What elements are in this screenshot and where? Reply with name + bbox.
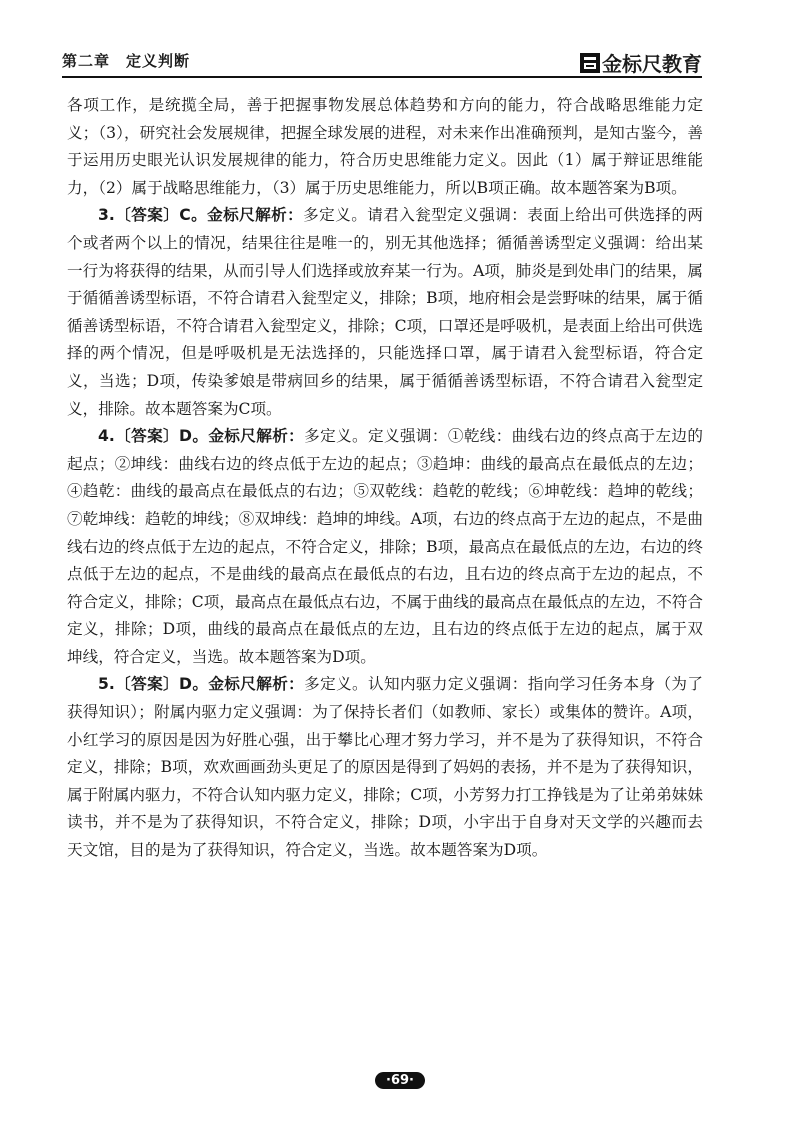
answer-explanation: 多定义。认知内驱力定义强调：指向学习任务本身（为了获得知识）；附属内驱力定义强调：为了保持长者们（如教师、家长）或集体的赞许。A项，小红学习的原因是因为好胜心强，出于攀比心理才努力学习，并不是为了获得知识，不符合定义，排除；B项，欢欢画画劲头更足了的原因是得到了妈妈的表扬，并不是为了获得知识，属于附属内驱力，不符合认知内驱力定义，排除；C项，小芳努力打工挣钱是为了让弟弟妹妹读书，并不是为了获得知识，不符合定义，排除；D项，小宇出于自身对天文学的兴趣而去天文馆，目的是为了获得知识，符合定义，当选。故本题答案为D项。: [67, 675, 703, 860]
answer-item: [67, 202, 703, 423]
answer-explanation: 多定义。请君入瓮型定义强调：表面上给出可供选择的两个或者两个以上的情况，结果往往是唯一的，别无其他选择；循循善诱型定义强调：给出某一行为将获得的结果，从而引导人们选择或放弃某一行为。A项，肺炎是到处串门的结果，属于循循善诱型标语，不符合请君入瓮型定义，排除；B项，地府相会是尝野味的结果，属于循循善诱型标语，不符合请君入瓮型定义，排除；C项，口罩还是呼吸机，是表面上给出可供选择的两个情况，但是呼吸机是无法选择的，只能选择口罩，属于请君入瓮型标语，符合定义，当选；D项，传染爹娘是带病回乡的结果，属于循循善诱型标语，不符合请君入瓮型定义，排除。故本题答案为C项。: [67, 206, 703, 418]
answer-item: [67, 671, 703, 864]
brand-logo-icon: [580, 53, 600, 73]
header-divider: [62, 76, 702, 78]
answer-item: [67, 423, 703, 671]
answer-lead: 5.〔答案〕D。金标尺解析：: [98, 675, 305, 694]
page-footer: [0, 1072, 800, 1089]
page-body: [67, 92, 703, 865]
page-header: [62, 48, 702, 74]
answer-explanation: 多定义。定义强调：①乾线：曲线右边的终点高于左边的起点；②坤线：曲线右边的终点低于左边的起点；③趋坤：曲线的最高点在最低点的左边；④趋乾：曲线的最高点在最低点的右边；⑤双乾线：趋乾的乾线；⑥坤乾线：趋坤的乾线；⑦乾坤线：趋乾的坤线；⑧双坤线：趋坤的坤线。A项，右边的终点高于左边的起点，不是曲线右边的终点低于左边的起点，不符合定义，排除；B项，最高点在最低点的左边，右边的终点低于左边的起点，不是曲线的最高点在最低点的右边，且右边的终点高于左边的起点，不符合定义，排除；C项，最高点在最低点右边，不属于曲线的最高点在最低点的左边，不符合定义，排除；D项，曲线的最高点在最低点的左边，且右边的终点低于左边的起点，属于双坤线，符合定义，当选。故本题答案为D项。: [67, 427, 703, 666]
brand-name: 金标尺教育: [602, 52, 702, 76]
continuation-paragraph: 各项工作，是统揽全局，善于把握事物发展总体趋势和方向的能力，符合战略思维能力定义；（3），研究社会发展规律，把握全球发展的进程，对未来作出准确预判，是知古鉴今，善于运用历史眼光认识发展规律的能力，符合历史思维能力定义。因此（1）属于辩证思维能力，（2）属于战略思维能力，（3）属于历史思维能力，所以B项正确。故本题答案为B项。: [67, 96, 703, 197]
answer-lead: 3.〔答案〕C。金标尺解析：: [98, 206, 304, 225]
answer-lead: 4.〔答案〕D。金标尺解析：: [98, 427, 305, 446]
brand-logo: [580, 48, 702, 77]
page-number: ·69·: [375, 1072, 425, 1089]
chapter-title: 第二章 定义判断: [62, 52, 191, 70]
